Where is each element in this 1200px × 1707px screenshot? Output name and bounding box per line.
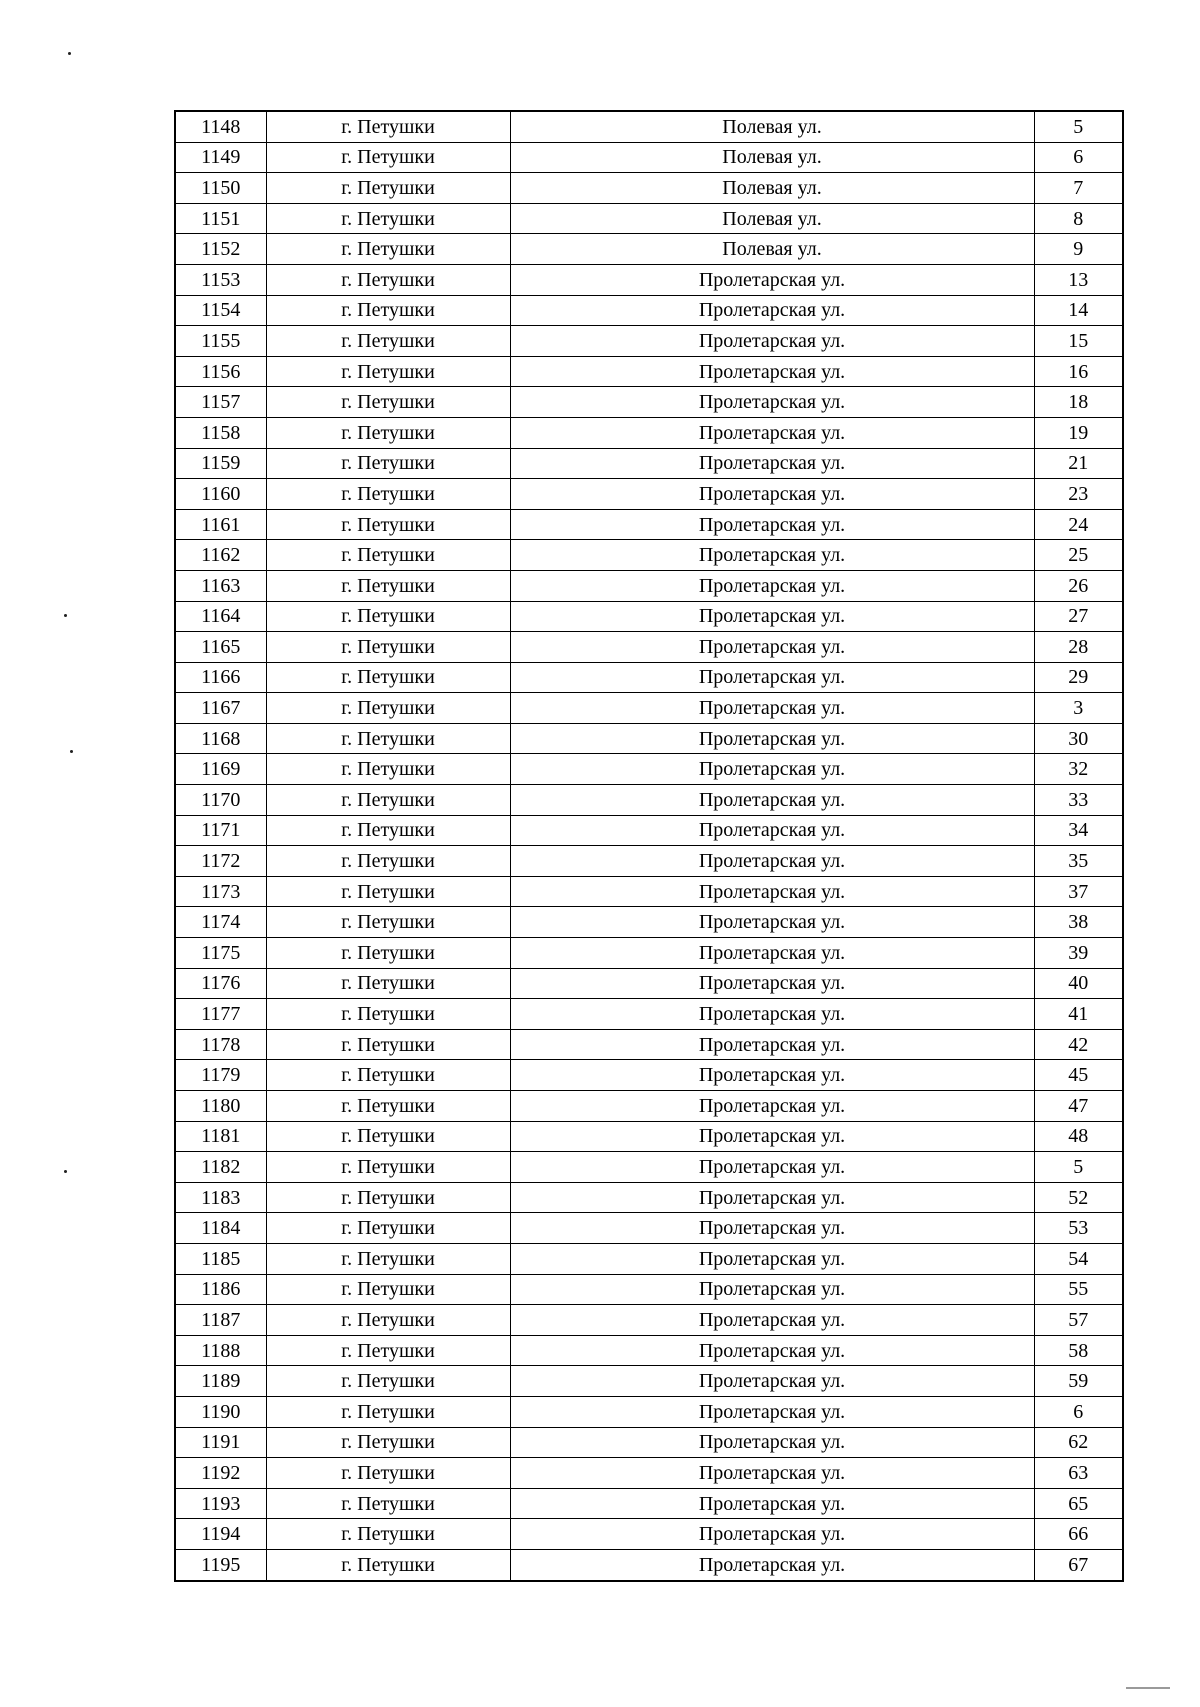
street-cell: Пролетарская ул.	[510, 1152, 1034, 1183]
street-cell: Пролетарская ул.	[510, 968, 1034, 999]
table-row	[175, 754, 1123, 785]
row-number-cell: 1189	[175, 1366, 266, 1397]
house-number-cell: 21	[1034, 448, 1123, 479]
table-row	[175, 632, 1123, 663]
street-cell: Пролетарская ул.	[510, 448, 1034, 479]
street-cell: Пролетарская ул.	[510, 295, 1034, 326]
table-row	[175, 693, 1123, 724]
street-cell: Пролетарская ул.	[510, 1519, 1034, 1550]
street-cell: Пролетарская ул.	[510, 1029, 1034, 1060]
table-row	[175, 1152, 1123, 1183]
city-cell: г. Петушки	[266, 387, 510, 418]
house-number-cell: 39	[1034, 938, 1123, 969]
table-row	[175, 1488, 1123, 1519]
city-cell: г. Петушки	[266, 1182, 510, 1213]
table-row	[175, 601, 1123, 632]
house-number-cell: 62	[1034, 1427, 1123, 1458]
city-cell: г. Петушки	[266, 540, 510, 571]
city-cell: г. Петушки	[266, 1549, 510, 1580]
city-cell: г. Петушки	[266, 1274, 510, 1305]
table-row	[175, 1029, 1123, 1060]
table-row	[175, 448, 1123, 479]
street-cell: Пролетарская ул.	[510, 326, 1034, 357]
row-number-cell: 1185	[175, 1243, 266, 1274]
row-number-cell: 1186	[175, 1274, 266, 1305]
city-cell: г. Петушки	[266, 632, 510, 663]
table-row	[175, 417, 1123, 448]
house-number-cell: 6	[1034, 142, 1123, 173]
table-row	[175, 1243, 1123, 1274]
street-cell: Пролетарская ул.	[510, 1213, 1034, 1244]
table-row	[175, 570, 1123, 601]
city-cell: г. Петушки	[266, 1213, 510, 1244]
table-row	[175, 295, 1123, 326]
table-row	[175, 1549, 1123, 1580]
table-row	[175, 540, 1123, 571]
row-number-cell: 1153	[175, 264, 266, 295]
city-cell: г. Петушки	[266, 1091, 510, 1122]
row-number-cell: 1166	[175, 662, 266, 693]
street-cell: Пролетарская ул.	[510, 785, 1034, 816]
house-number-cell: 41	[1034, 999, 1123, 1030]
table-row	[175, 876, 1123, 907]
row-number-cell: 1184	[175, 1213, 266, 1244]
table-row	[175, 999, 1123, 1030]
table-row	[175, 907, 1123, 938]
house-number-cell: 34	[1034, 815, 1123, 846]
row-number-cell: 1157	[175, 387, 266, 418]
city-cell: г. Петушки	[266, 785, 510, 816]
row-number-cell: 1152	[175, 234, 266, 265]
city-cell: г. Петушки	[266, 111, 510, 142]
house-number-cell: 40	[1034, 968, 1123, 999]
table-row	[175, 1213, 1123, 1244]
street-cell: Пролетарская ул.	[510, 999, 1034, 1030]
row-number-cell: 1193	[175, 1488, 266, 1519]
house-number-cell: 5	[1034, 1152, 1123, 1183]
city-cell: г. Петушки	[266, 1305, 510, 1336]
house-number-cell: 65	[1034, 1488, 1123, 1519]
row-number-cell: 1195	[175, 1549, 266, 1580]
house-number-cell: 35	[1034, 846, 1123, 877]
city-cell: г. Петушки	[266, 938, 510, 969]
row-number-cell: 1177	[175, 999, 266, 1030]
row-number-cell: 1178	[175, 1029, 266, 1060]
row-number-cell: 1151	[175, 203, 266, 234]
row-number-cell: 1156	[175, 356, 266, 387]
street-cell: Полевая ул.	[510, 142, 1034, 173]
table-row	[175, 1060, 1123, 1091]
table-row	[175, 509, 1123, 540]
house-number-cell: 3	[1034, 693, 1123, 724]
row-number-cell: 1165	[175, 632, 266, 663]
table-row	[175, 173, 1123, 204]
city-cell: г. Петушки	[266, 509, 510, 540]
street-cell: Пролетарская ул.	[510, 632, 1034, 663]
row-number-cell: 1170	[175, 785, 266, 816]
city-cell: г. Петушки	[266, 968, 510, 999]
city-cell: г. Петушки	[266, 846, 510, 877]
house-number-cell: 25	[1034, 540, 1123, 571]
row-number-cell: 1161	[175, 509, 266, 540]
city-cell: г. Петушки	[266, 142, 510, 173]
row-number-cell: 1188	[175, 1335, 266, 1366]
street-cell: Полевая ул.	[510, 111, 1034, 142]
street-cell: Пролетарская ул.	[510, 815, 1034, 846]
table-row	[175, 846, 1123, 877]
street-cell: Пролетарская ул.	[510, 601, 1034, 632]
row-number-cell: 1160	[175, 479, 266, 510]
house-number-cell: 53	[1034, 1213, 1123, 1244]
street-cell: Пролетарская ул.	[510, 662, 1034, 693]
street-cell: Пролетарская ул.	[510, 1243, 1034, 1274]
house-number-cell: 28	[1034, 632, 1123, 663]
house-number-cell: 26	[1034, 570, 1123, 601]
house-number-cell: 9	[1034, 234, 1123, 265]
city-cell: г. Петушки	[266, 693, 510, 724]
street-cell: Пролетарская ул.	[510, 1396, 1034, 1427]
house-number-cell: 33	[1034, 785, 1123, 816]
city-cell: г. Петушки	[266, 1060, 510, 1091]
street-cell: Пролетарская ул.	[510, 1427, 1034, 1458]
margin-dot	[68, 52, 71, 55]
street-cell: Пролетарская ул.	[510, 1091, 1034, 1122]
table-row	[175, 356, 1123, 387]
street-cell: Полевая ул.	[510, 173, 1034, 204]
table-row	[175, 234, 1123, 265]
house-number-cell: 7	[1034, 173, 1123, 204]
street-cell: Полевая ул.	[510, 234, 1034, 265]
street-cell: Пролетарская ул.	[510, 479, 1034, 510]
city-cell: г. Петушки	[266, 295, 510, 326]
house-number-cell: 48	[1034, 1121, 1123, 1152]
row-number-cell: 1171	[175, 815, 266, 846]
street-cell: Пролетарская ул.	[510, 264, 1034, 295]
house-number-cell: 18	[1034, 387, 1123, 418]
row-number-cell: 1175	[175, 938, 266, 969]
house-number-cell: 27	[1034, 601, 1123, 632]
table-row	[175, 479, 1123, 510]
table-row	[175, 723, 1123, 754]
street-cell: Пролетарская ул.	[510, 1060, 1034, 1091]
city-cell: г. Петушки	[266, 234, 510, 265]
street-cell: Пролетарская ул.	[510, 907, 1034, 938]
street-cell: Пролетарская ул.	[510, 1121, 1034, 1152]
row-number-cell: 1192	[175, 1458, 266, 1489]
table-row	[175, 1396, 1123, 1427]
street-cell: Пролетарская ул.	[510, 1458, 1034, 1489]
house-number-cell: 15	[1034, 326, 1123, 357]
house-number-cell: 8	[1034, 203, 1123, 234]
table-row	[175, 1427, 1123, 1458]
house-number-cell: 6	[1034, 1396, 1123, 1427]
table-row	[175, 785, 1123, 816]
street-cell: Пролетарская ул.	[510, 1182, 1034, 1213]
house-number-cell: 29	[1034, 662, 1123, 693]
house-number-cell: 42	[1034, 1029, 1123, 1060]
house-number-cell: 24	[1034, 509, 1123, 540]
house-number-cell: 54	[1034, 1243, 1123, 1274]
city-cell: г. Петушки	[266, 1121, 510, 1152]
city-cell: г. Петушки	[266, 662, 510, 693]
row-number-cell: 1176	[175, 968, 266, 999]
city-cell: г. Петушки	[266, 815, 510, 846]
house-number-cell: 37	[1034, 876, 1123, 907]
city-cell: г. Петушки	[266, 264, 510, 295]
address-table	[174, 110, 1124, 1582]
street-cell: Полевая ул.	[510, 203, 1034, 234]
row-number-cell: 1180	[175, 1091, 266, 1122]
city-cell: г. Петушки	[266, 1427, 510, 1458]
street-cell: Пролетарская ул.	[510, 938, 1034, 969]
margin-dot	[64, 1170, 67, 1173]
house-number-cell: 55	[1034, 1274, 1123, 1305]
city-cell: г. Петушки	[266, 326, 510, 357]
table-row	[175, 662, 1123, 693]
house-number-cell: 57	[1034, 1305, 1123, 1336]
table-row	[175, 1366, 1123, 1397]
city-cell: г. Петушки	[266, 1366, 510, 1397]
city-cell: г. Петушки	[266, 999, 510, 1030]
street-cell: Пролетарская ул.	[510, 754, 1034, 785]
city-cell: г. Петушки	[266, 173, 510, 204]
street-cell: Пролетарская ул.	[510, 1305, 1034, 1336]
city-cell: г. Петушки	[266, 1488, 510, 1519]
table-row	[175, 938, 1123, 969]
house-number-cell: 19	[1034, 417, 1123, 448]
city-cell: г. Петушки	[266, 1335, 510, 1366]
table-row	[175, 1335, 1123, 1366]
house-number-cell: 63	[1034, 1458, 1123, 1489]
row-number-cell: 1169	[175, 754, 266, 785]
house-number-cell: 30	[1034, 723, 1123, 754]
row-number-cell: 1164	[175, 601, 266, 632]
city-cell: г. Петушки	[266, 448, 510, 479]
street-cell: Пролетарская ул.	[510, 876, 1034, 907]
row-number-cell: 1173	[175, 876, 266, 907]
house-number-cell: 32	[1034, 754, 1123, 785]
city-cell: г. Петушки	[266, 1152, 510, 1183]
table-row	[175, 1121, 1123, 1152]
house-number-cell: 16	[1034, 356, 1123, 387]
house-number-cell: 45	[1034, 1060, 1123, 1091]
table-row	[175, 1305, 1123, 1336]
house-number-cell: 23	[1034, 479, 1123, 510]
table-row	[175, 1182, 1123, 1213]
row-number-cell: 1172	[175, 846, 266, 877]
house-number-cell: 5	[1034, 111, 1123, 142]
row-number-cell: 1149	[175, 142, 266, 173]
street-cell: Пролетарская ул.	[510, 846, 1034, 877]
table-row	[175, 1091, 1123, 1122]
street-cell: Пролетарская ул.	[510, 723, 1034, 754]
street-cell: Пролетарская ул.	[510, 356, 1034, 387]
row-number-cell: 1168	[175, 723, 266, 754]
street-cell: Пролетарская ул.	[510, 693, 1034, 724]
city-cell: г. Петушки	[266, 754, 510, 785]
address-table-body	[175, 111, 1123, 1581]
row-number-cell: 1181	[175, 1121, 266, 1152]
row-number-cell: 1183	[175, 1182, 266, 1213]
city-cell: г. Петушки	[266, 203, 510, 234]
scan-edge-mark	[1126, 1687, 1170, 1689]
street-cell: Пролетарская ул.	[510, 1366, 1034, 1397]
house-number-cell: 52	[1034, 1182, 1123, 1213]
house-number-cell: 66	[1034, 1519, 1123, 1550]
street-cell: Пролетарская ул.	[510, 1274, 1034, 1305]
row-number-cell: 1155	[175, 326, 266, 357]
table-row	[175, 1519, 1123, 1550]
row-number-cell: 1162	[175, 540, 266, 571]
row-number-cell: 1158	[175, 417, 266, 448]
street-cell: Пролетарская ул.	[510, 1549, 1034, 1580]
row-number-cell: 1191	[175, 1427, 266, 1458]
margin-dot	[64, 614, 67, 617]
row-number-cell: 1150	[175, 173, 266, 204]
city-cell: г. Петушки	[266, 907, 510, 938]
table-row	[175, 1274, 1123, 1305]
table-row	[175, 142, 1123, 173]
house-number-cell: 59	[1034, 1366, 1123, 1397]
city-cell: г. Петушки	[266, 417, 510, 448]
house-number-cell: 13	[1034, 264, 1123, 295]
city-cell: г. Петушки	[266, 356, 510, 387]
margin-dot	[70, 750, 73, 753]
city-cell: г. Петушки	[266, 479, 510, 510]
street-cell: Пролетарская ул.	[510, 387, 1034, 418]
row-number-cell: 1167	[175, 693, 266, 724]
row-number-cell: 1174	[175, 907, 266, 938]
table-row	[175, 203, 1123, 234]
row-number-cell: 1154	[175, 295, 266, 326]
city-cell: г. Петушки	[266, 601, 510, 632]
street-cell: Пролетарская ул.	[510, 417, 1034, 448]
city-cell: г. Петушки	[266, 723, 510, 754]
row-number-cell: 1182	[175, 1152, 266, 1183]
street-cell: Пролетарская ул.	[510, 570, 1034, 601]
city-cell: г. Петушки	[266, 876, 510, 907]
row-number-cell: 1190	[175, 1396, 266, 1427]
house-number-cell: 58	[1034, 1335, 1123, 1366]
city-cell: г. Петушки	[266, 1396, 510, 1427]
street-cell: Пролетарская ул.	[510, 540, 1034, 571]
street-cell: Пролетарская ул.	[510, 1488, 1034, 1519]
row-number-cell: 1148	[175, 111, 266, 142]
house-number-cell: 47	[1034, 1091, 1123, 1122]
row-number-cell: 1194	[175, 1519, 266, 1550]
row-number-cell: 1159	[175, 448, 266, 479]
table-row	[175, 968, 1123, 999]
street-cell: Пролетарская ул.	[510, 1335, 1034, 1366]
row-number-cell: 1163	[175, 570, 266, 601]
street-cell: Пролетарская ул.	[510, 509, 1034, 540]
house-number-cell: 38	[1034, 907, 1123, 938]
city-cell: г. Петушки	[266, 1458, 510, 1489]
table-row	[175, 326, 1123, 357]
table-row	[175, 111, 1123, 142]
house-number-cell: 67	[1034, 1549, 1123, 1580]
table-row	[175, 815, 1123, 846]
table-row	[175, 1458, 1123, 1489]
city-cell: г. Петушки	[266, 1243, 510, 1274]
house-number-cell: 14	[1034, 295, 1123, 326]
row-number-cell: 1187	[175, 1305, 266, 1336]
city-cell: г. Петушки	[266, 570, 510, 601]
address-table-container	[174, 110, 1124, 1582]
city-cell: г. Петушки	[266, 1519, 510, 1550]
row-number-cell: 1179	[175, 1060, 266, 1091]
table-row	[175, 387, 1123, 418]
city-cell: г. Петушки	[266, 1029, 510, 1060]
table-row	[175, 264, 1123, 295]
